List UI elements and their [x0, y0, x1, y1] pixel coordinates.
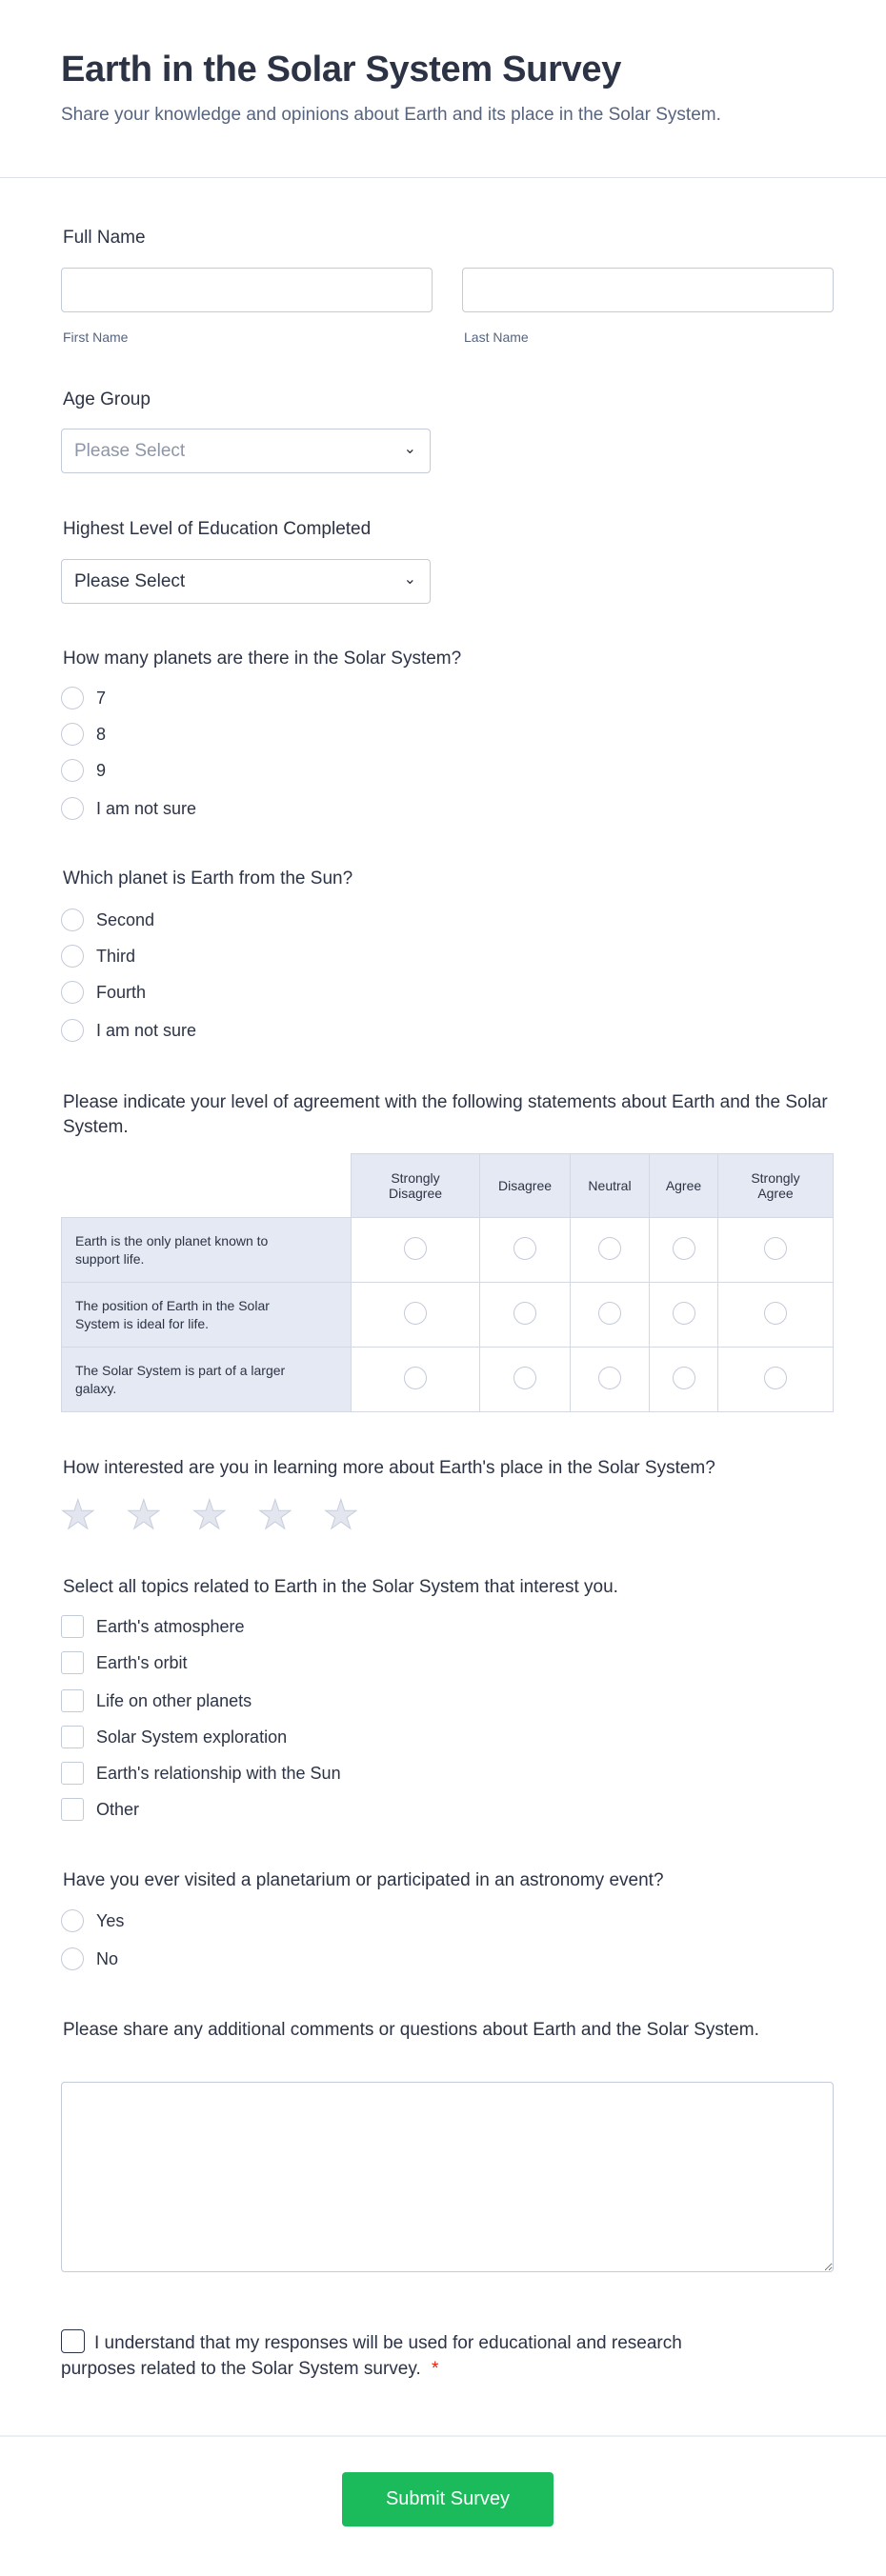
- star-icon[interactable]: ★: [257, 1492, 293, 1537]
- education-label: Highest Level of Education Completed: [63, 519, 372, 539]
- planets-option[interactable]: [61, 796, 196, 821]
- page-title: Earth in the Solar System Survey: [61, 50, 622, 90]
- topic-option[interactable]: [61, 1725, 287, 1749]
- matrix-radio[interactable]: [673, 1367, 695, 1389]
- first-name-input[interactable]: [61, 268, 433, 312]
- option-label: I am not sure: [96, 1020, 197, 1040]
- matrix-radio[interactable]: [764, 1367, 787, 1389]
- topic-option[interactable]: [61, 1688, 252, 1713]
- matrix-row-label: The Solar System is part of a larger galaxy.: [61, 1348, 352, 1412]
- matrix-question-label: Please indicate your level of agreement with the following statements about Earth and the Solar System.: [63, 1092, 828, 1137]
- matrix-radio[interactable]: [598, 1237, 621, 1260]
- option-label: 8: [96, 724, 107, 744]
- education-value: Please Select: [74, 571, 186, 591]
- option-label: Second: [96, 909, 155, 929]
- header-divider: [0, 177, 886, 178]
- checkbox[interactable]: [61, 1689, 84, 1712]
- planetarium-question-label: Have you ever visited a planetarium or participated in an astronomy event?: [63, 1870, 664, 1890]
- star-icon[interactable]: ★: [126, 1492, 162, 1537]
- matrix-radio[interactable]: [598, 1302, 621, 1325]
- matrix-radio[interactable]: [764, 1302, 787, 1325]
- matrix-row: [61, 1283, 834, 1348]
- matrix-radio[interactable]: [673, 1237, 695, 1260]
- chevron-down-icon: ⌄: [403, 571, 416, 588]
- planets-question-label: How many planets are there in the Solar System?: [63, 649, 462, 669]
- option-label: Life on other planets: [96, 1690, 252, 1710]
- page-subtitle: Share your knowledge and opinions about Earth and its place in the Solar System.: [61, 105, 721, 125]
- matrix-row-label: Earth is the only planet known to support life.: [61, 1218, 352, 1283]
- option-label: 9: [96, 760, 107, 780]
- comments-textarea[interactable]: [61, 2082, 834, 2272]
- radio-button[interactable]: [61, 1909, 84, 1932]
- radio-button[interactable]: [61, 1019, 84, 1042]
- age-group-label: Age Group: [63, 389, 151, 409]
- checkbox[interactable]: [61, 1762, 84, 1785]
- agreement-matrix: [61, 1153, 834, 1412]
- option-label: Other: [96, 1799, 140, 1819]
- age-group-select[interactable]: [61, 429, 431, 473]
- matrix-radio[interactable]: [764, 1237, 787, 1260]
- radio-button[interactable]: [61, 1947, 84, 1970]
- comments-question-label: Please share any additional comments or questions about Earth and the Solar System.: [63, 2020, 759, 2040]
- matrix-row-label: The position of Earth in the Solar System is ideal for life.: [61, 1283, 352, 1348]
- planetarium-option[interactable]: [61, 1908, 124, 1933]
- matrix-column-header: Strongly Disagree: [352, 1153, 480, 1218]
- option-label: Earth's atmosphere: [96, 1616, 245, 1636]
- matrix-radio[interactable]: [598, 1367, 621, 1389]
- topics-question-label: Select all topics related to Earth in the Solar System that interest you.: [63, 1577, 618, 1597]
- topic-option[interactable]: [61, 1650, 187, 1675]
- matrix-column-header: Neutral: [571, 1153, 650, 1218]
- radio-button[interactable]: [61, 797, 84, 820]
- option-label: 7: [96, 688, 107, 708]
- option-label: Earth's orbit: [96, 1652, 188, 1672]
- option-label: No: [96, 1948, 119, 1968]
- matrix-radio[interactable]: [513, 1237, 536, 1260]
- matrix-column-header: Strongly Agree: [718, 1153, 834, 1218]
- matrix-radio[interactable]: [404, 1302, 427, 1325]
- radio-button[interactable]: [61, 945, 84, 968]
- consent-checkbox[interactable]: [61, 2329, 85, 2353]
- consent-label: I understand that my responses will be used for educational and research purposes related to the Solar System survey.: [61, 2333, 682, 2379]
- matrix-row: [61, 1348, 834, 1412]
- consent-field: [61, 2329, 709, 2382]
- first-name-sublabel: First Name: [63, 329, 129, 345]
- radio-button[interactable]: [61, 981, 84, 1004]
- checkbox[interactable]: [61, 1726, 84, 1748]
- topic-option[interactable]: [61, 1761, 341, 1786]
- planetarium-option[interactable]: [61, 1947, 118, 1971]
- matrix-column-header: Disagree: [480, 1153, 571, 1218]
- option-label: Yes: [96, 1910, 125, 1930]
- radio-button[interactable]: [61, 723, 84, 746]
- star-icon[interactable]: ★: [60, 1492, 96, 1537]
- education-select[interactable]: [61, 559, 431, 604]
- position-option[interactable]: [61, 908, 154, 932]
- planets-option[interactable]: [61, 686, 106, 710]
- position-option[interactable]: [61, 944, 135, 968]
- planets-option[interactable]: [61, 722, 106, 747]
- chevron-down-icon: ⌄: [403, 441, 416, 457]
- footer-divider: [0, 2435, 886, 2437]
- rating-question-label: How interested are you in learning more about Earth's place in the Solar System?: [63, 1458, 715, 1478]
- age-group-value: Please Select: [74, 441, 186, 461]
- checkbox[interactable]: [61, 1651, 84, 1674]
- topic-option[interactable]: [61, 1797, 139, 1822]
- matrix-column-header: Agree: [650, 1153, 718, 1218]
- matrix-radio[interactable]: [513, 1302, 536, 1325]
- topic-option[interactable]: [61, 1614, 245, 1639]
- matrix-radio[interactable]: [404, 1367, 427, 1389]
- position-question-label: Which planet is Earth from the Sun?: [63, 869, 353, 889]
- option-label: Fourth: [96, 982, 147, 1002]
- matrix-radio[interactable]: [404, 1237, 427, 1260]
- matrix-corner: [61, 1153, 352, 1218]
- star-icon[interactable]: ★: [323, 1492, 359, 1537]
- radio-button[interactable]: [61, 687, 84, 709]
- matrix-radio[interactable]: [673, 1302, 695, 1325]
- full-name-label: Full Name: [63, 228, 146, 248]
- last-name-sublabel: Last Name: [464, 329, 529, 345]
- star-icon[interactable]: ★: [191, 1492, 228, 1537]
- planets-option[interactable]: [61, 758, 106, 783]
- position-option[interactable]: [61, 1018, 196, 1043]
- option-label: Solar System exploration: [96, 1727, 288, 1747]
- option-label: I am not sure: [96, 798, 197, 818]
- last-name-input[interactable]: [462, 268, 834, 312]
- checkbox[interactable]: [61, 1798, 84, 1821]
- radio-button[interactable]: [61, 759, 84, 782]
- option-label: Third: [96, 946, 136, 966]
- option-label: Earth's relationship with the Sun: [96, 1763, 341, 1783]
- matrix-row: [61, 1218, 834, 1283]
- radio-button[interactable]: [61, 909, 84, 931]
- checkbox[interactable]: [61, 1615, 84, 1638]
- matrix-radio[interactable]: [513, 1367, 536, 1389]
- position-option[interactable]: [61, 980, 146, 1005]
- required-asterisk: *: [432, 2359, 439, 2379]
- submit-survey-button[interactable]: Submit Survey: [342, 2472, 554, 2526]
